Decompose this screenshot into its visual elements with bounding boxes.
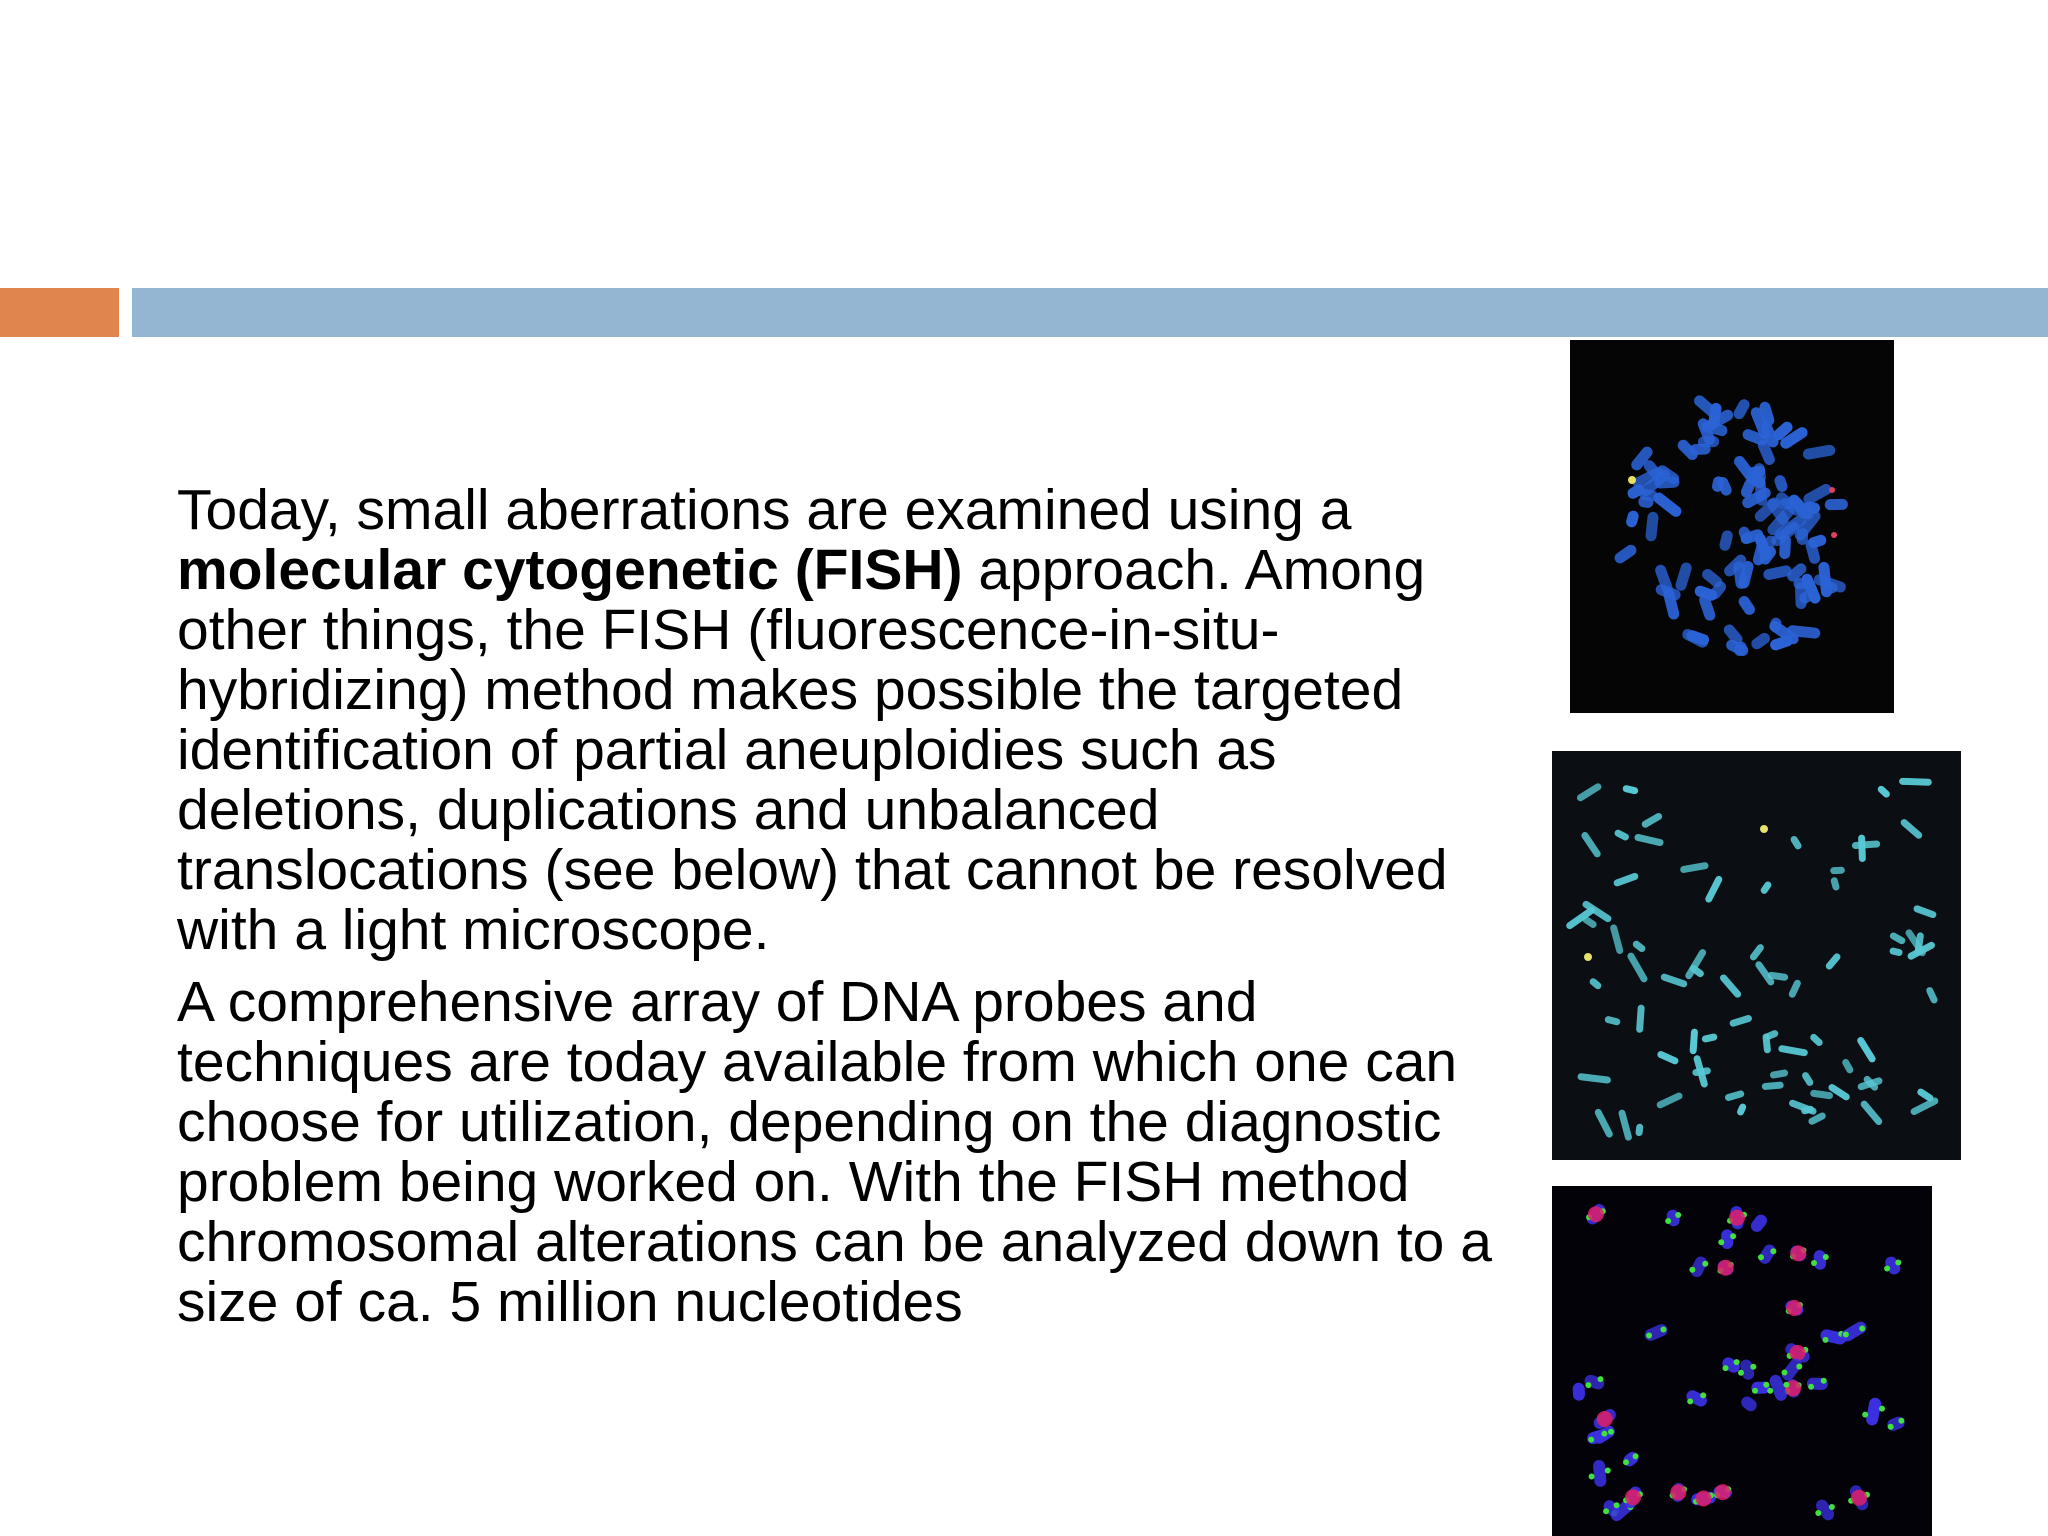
accent-bar-orange [0,288,119,337]
fish-image-blue-metaphase [1570,340,1894,713]
fish-image-probe-signals [1552,1186,1932,1536]
fish-image-cyan-metaphase-graphic [1552,751,1961,1160]
fish-image-blue-metaphase-graphic [1570,340,1894,713]
paragraph-1-text-b: approach. Among other things, the FISH (fluorescence-in-situ-hybridizing) method makes possible the targeted identification of partial aneuploidies such as deletions, duplications and unbalanced translocations (see below) that cannot be resolved with a light microscope. [177,538,1448,962]
fish-image-probe-signals-graphic [1552,1186,1932,1536]
paragraph-1-text-a: Today, small aberrations are examined using a [177,478,1352,542]
paragraph-1-bold: molecular cytogenetic (FISH) [177,538,963,602]
body-text [177,480,1507,1332]
paragraph-2: A comprehensive array of DNA probes and techniques are today available from which one can choose for utilization, depending on the diagnostic problem being worked on. With the FISH method chromosomal alterations can be analyzed down to a size of ca. 5 million nucleotides [177,970,1492,1334]
accent-bar-blue [132,288,2048,337]
paragraph-1 [177,480,1507,960]
fish-image-cyan-metaphase [1552,751,1961,1160]
